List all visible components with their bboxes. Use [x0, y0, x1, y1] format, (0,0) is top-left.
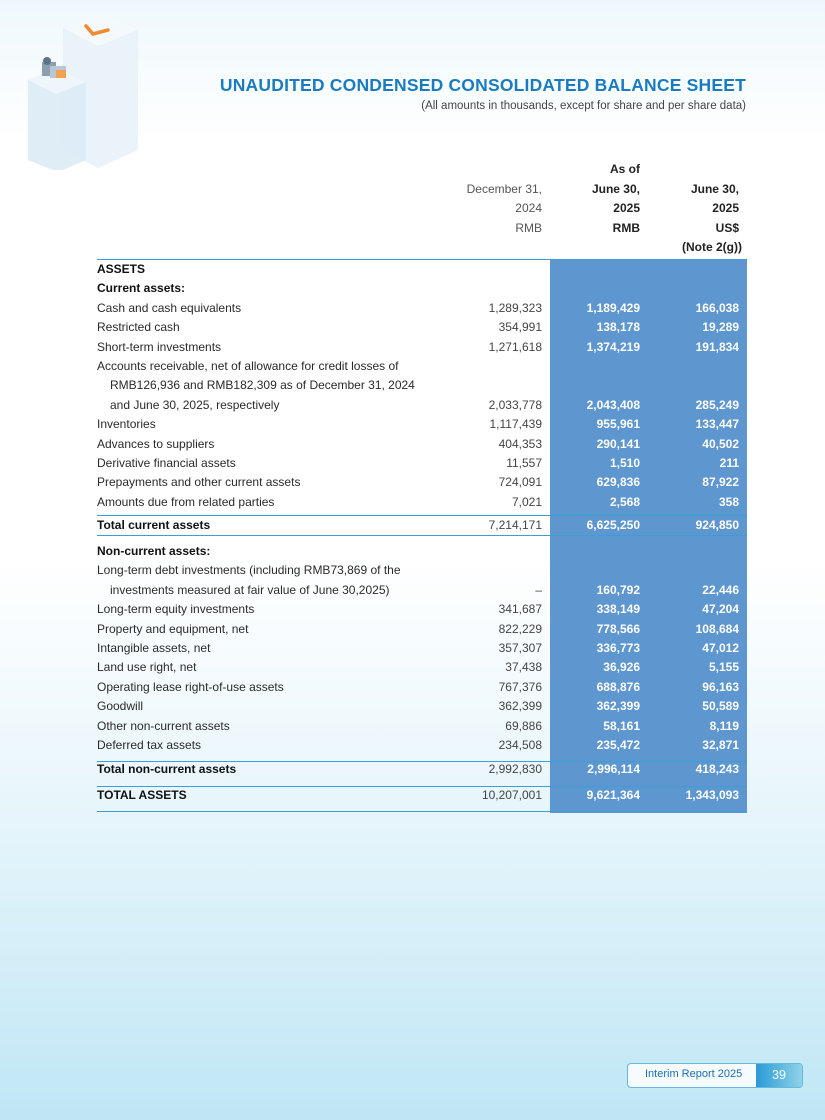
col3-note: (Note 2(g)) — [682, 240, 742, 254]
col3-year: 2025 — [712, 201, 739, 215]
grand-total-row — [97, 783, 747, 808]
total-row — [97, 758, 747, 781]
row-label: ASSETS — [97, 262, 146, 276]
value-dec-2024: – — [535, 582, 542, 597]
value-jun-2025-rmb: 2,043,408 — [586, 397, 640, 412]
table-row — [97, 338, 747, 357]
row-label: Other non-current assets — [97, 718, 230, 733]
value-dec-2024: 2,992,830 — [488, 762, 542, 777]
value-jun-2025-rmb: 1,374,219 — [586, 339, 640, 354]
report-name: Interim Report 2025 — [645, 1068, 743, 1080]
col3-currency: US$ — [715, 220, 739, 235]
table-row — [97, 493, 747, 512]
row-label: Total non-current assets — [97, 762, 237, 777]
row-label: Goodwill — [97, 699, 144, 714]
page-subtitle: (All amounts in thousands, except for share and per share data) — [421, 100, 746, 112]
row-label: Amounts due from related parties — [97, 494, 275, 509]
value-dec-2024: 357,307 — [498, 641, 542, 656]
page-number: 39 — [756, 1064, 802, 1087]
row-label: RMB126,936 and RMB182,309 as of December 31, 2024 — [110, 378, 415, 393]
value-jun-2025-usd: 166,038 — [695, 300, 739, 315]
row-label: Short-term investments — [97, 339, 222, 354]
value-jun-2025-usd: 47,204 — [702, 602, 739, 617]
value-jun-2025-usd: 87,922 — [702, 475, 739, 490]
total-assets-rule — [97, 811, 747, 812]
value-jun-2025-rmb: 290,141 — [596, 436, 640, 451]
table-row — [97, 279, 747, 298]
value-dec-2024: 1,289,323 — [488, 300, 542, 315]
value-jun-2025-usd: 285,249 — [695, 397, 739, 412]
table-header — [97, 160, 747, 260]
row-label: Long-term equity investments — [97, 602, 255, 617]
value-jun-2025-rmb: 1,510 — [609, 455, 640, 470]
value-dec-2024: 234,508 — [498, 737, 542, 752]
value-jun-2025-rmb: 2,568 — [609, 494, 640, 509]
table-row — [97, 473, 747, 492]
row-label: and June 30, 2025, respectively — [110, 397, 280, 412]
decorative-boxes-illustration — [28, 10, 143, 170]
value-dec-2024: 341,687 — [498, 602, 542, 617]
table-row — [97, 600, 747, 619]
value-jun-2025-rmb: 778,566 — [596, 621, 640, 636]
value-dec-2024: 362,399 — [498, 699, 542, 714]
col3-date: June 30, — [690, 181, 739, 196]
col1-date: December 31, — [466, 181, 542, 196]
row-label: investments measured at fair value of June 30,2025) — [110, 582, 390, 597]
value-dec-2024: 724,091 — [498, 475, 542, 490]
value-dec-2024: 767,376 — [498, 679, 542, 694]
row-label: Derivative financial assets — [97, 455, 236, 470]
row-label: Long-term debt investments (including RMB73,869 of the — [97, 563, 401, 578]
value-jun-2025-usd: 32,871 — [702, 737, 739, 752]
value-dec-2024: 11,557 — [506, 455, 542, 470]
col2-currency: RMB — [612, 220, 640, 235]
value-dec-2024: 354,991 — [498, 320, 542, 335]
value-jun-2025-usd: 924,850 — [695, 518, 739, 533]
table-row — [97, 435, 747, 454]
row-label: Land use right, net — [97, 660, 197, 675]
value-jun-2025-rmb: 160,792 — [596, 582, 640, 597]
table-row — [97, 581, 747, 600]
row-label: Total current assets — [97, 518, 211, 533]
value-jun-2025-usd: 418,243 — [695, 762, 739, 777]
value-jun-2025-rmb: 688,876 — [596, 679, 640, 694]
value-jun-2025-usd: 40,502 — [702, 436, 739, 451]
value-dec-2024: 822,229 — [498, 621, 542, 636]
value-jun-2025-usd: 211 — [719, 455, 739, 470]
value-dec-2024: 1,117,439 — [489, 417, 542, 432]
value-jun-2025-rmb: 1,189,429 — [586, 300, 640, 315]
table-row — [97, 396, 747, 415]
table-row — [97, 658, 747, 677]
row-label: Inventories — [97, 417, 156, 432]
table-row — [97, 717, 747, 736]
row-label: Deferred tax assets — [97, 737, 202, 752]
value-jun-2025-usd: 19,289 — [702, 320, 739, 335]
balance-sheet-table — [97, 160, 747, 808]
as-of-label: As of — [610, 162, 640, 176]
value-jun-2025-usd: 358 — [718, 494, 739, 509]
row-label: Prepayments and other current assets — [97, 475, 301, 490]
row-label: Advances to suppliers — [97, 436, 215, 451]
value-dec-2024: 7,214,171 — [488, 518, 542, 533]
value-dec-2024: 37,438 — [505, 660, 542, 675]
table-row — [97, 561, 747, 580]
col2-year: 2025 — [613, 201, 640, 215]
value-dec-2024: 1,271,618 — [488, 339, 542, 354]
row-label: Operating lease right-of-use assets — [97, 679, 284, 694]
table-row — [97, 318, 747, 337]
value-jun-2025-rmb: 235,472 — [596, 737, 640, 752]
value-jun-2025-usd: 8,119 — [709, 718, 739, 733]
value-jun-2025-rmb: 362,399 — [596, 699, 640, 714]
value-jun-2025-rmb: 9,621,364 — [586, 788, 640, 803]
col2-date: June 30, — [591, 181, 640, 196]
value-jun-2025-rmb: 336,773 — [596, 641, 640, 656]
row-label: Current assets: — [97, 281, 186, 296]
table-row — [97, 697, 747, 716]
value-jun-2025-rmb: 2,996,114 — [587, 762, 640, 777]
table-row — [97, 415, 747, 434]
table-row — [97, 376, 747, 395]
table-row — [97, 299, 747, 318]
table-row — [97, 260, 747, 279]
table-row — [97, 542, 747, 561]
value-jun-2025-rmb: 629,836 — [596, 475, 640, 490]
col1-currency: RMB — [515, 220, 542, 235]
value-jun-2025-usd: 96,163 — [702, 679, 739, 694]
value-jun-2025-rmb: 138,178 — [596, 320, 640, 335]
value-jun-2025-usd: 22,446 — [702, 582, 739, 597]
value-dec-2024: 2,033,778 — [488, 397, 542, 412]
value-jun-2025-usd: 1,343,093 — [685, 788, 739, 803]
page-title: UNAUDITED CONDENSED CONSOLIDATED BALANCE SHEET — [219, 75, 746, 95]
value-dec-2024: 404,353 — [498, 436, 542, 451]
value-dec-2024: 10,207,001 — [481, 788, 542, 803]
value-jun-2025-rmb: 338,149 — [596, 602, 640, 617]
value-jun-2025-rmb: 36,926 — [603, 660, 640, 675]
table-body — [97, 260, 747, 808]
row-label: Intangible assets, net — [97, 641, 211, 656]
value-jun-2025-usd: 5,155 — [708, 660, 739, 675]
table-row — [97, 678, 747, 697]
page-footer — [627, 1063, 803, 1088]
row-label: Restricted cash — [97, 320, 180, 335]
value-jun-2025-rmb: 58,161 — [603, 718, 640, 733]
row-label: Non-current assets: — [97, 544, 211, 559]
value-jun-2025-rmb: 6,625,250 — [586, 518, 640, 533]
table-row — [97, 454, 747, 473]
row-label: TOTAL ASSETS — [97, 788, 187, 803]
row-label: Property and equipment, net — [97, 621, 249, 636]
row-label: Cash and cash equivalents — [97, 300, 242, 315]
table-row — [97, 639, 747, 658]
table-row — [97, 357, 747, 376]
value-jun-2025-usd: 108,684 — [695, 621, 739, 636]
value-jun-2025-usd: 50,589 — [702, 699, 739, 714]
row-label: Accounts receivable, net of allowance for credit losses of — [97, 358, 399, 373]
table-row — [97, 736, 747, 755]
value-jun-2025-usd: 191,834 — [695, 339, 739, 354]
col1-year: 2024 — [515, 201, 542, 215]
value-jun-2025-usd: 47,012 — [702, 641, 739, 656]
value-jun-2025-usd: 133,447 — [695, 417, 739, 432]
value-dec-2024: 7,021 — [511, 494, 542, 509]
value-dec-2024: 69,886 — [505, 718, 542, 733]
total-row — [97, 515, 747, 536]
table-row — [97, 620, 747, 639]
value-jun-2025-rmb: 955,961 — [596, 417, 640, 432]
